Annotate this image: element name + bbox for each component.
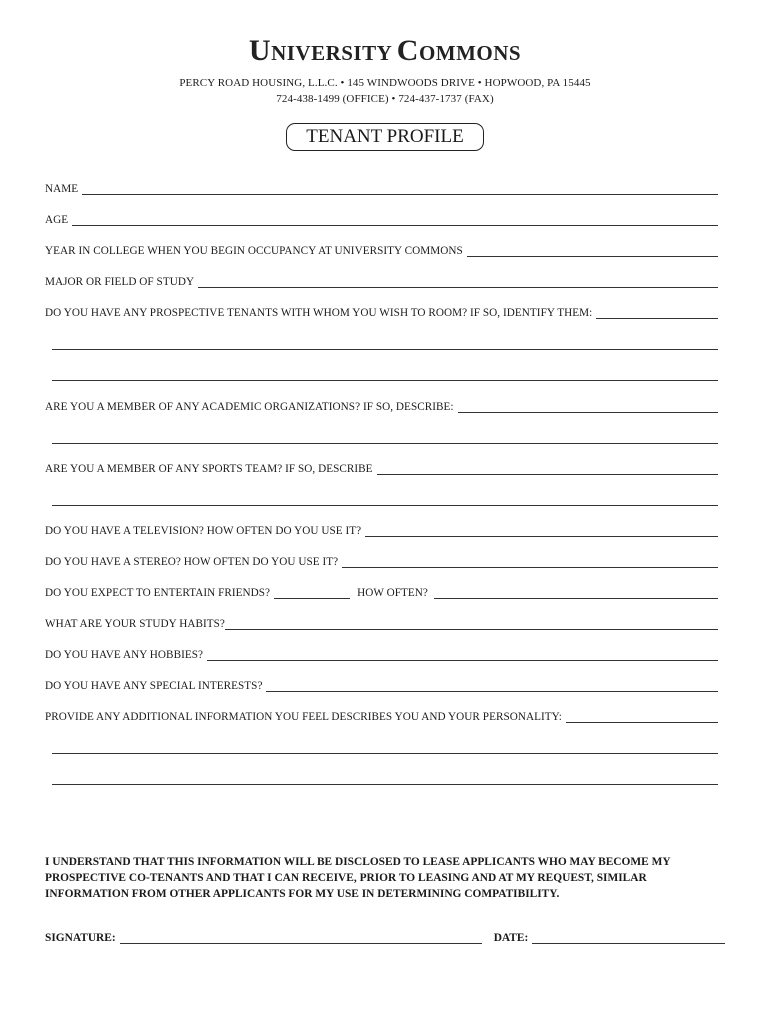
prospective-tenants-line-3[interactable] — [52, 380, 718, 381]
special-interests-label: DO YOU HAVE ANY SPECIAL INTERESTS? — [45, 680, 263, 692]
form-title-badge: TENANT PROFILE — [286, 123, 484, 151]
year-row — [45, 245, 718, 257]
additional-info-row — [45, 711, 718, 723]
major-row — [45, 276, 718, 288]
stereo-field[interactable] — [342, 558, 718, 568]
age-label: AGE — [45, 214, 69, 226]
study-habits-row — [45, 618, 718, 630]
document-title — [0, 34, 770, 68]
stereo-label: DO YOU HAVE A STEREO? HOW OFTEN DO YOU USE IT? — [45, 556, 339, 568]
major-field[interactable] — [198, 278, 718, 288]
special-interests-row — [45, 680, 718, 692]
hobbies-label: DO YOU HAVE ANY HOBBIES? — [45, 649, 204, 661]
entertain-row — [45, 587, 718, 599]
age-field[interactable] — [72, 216, 718, 226]
how-often-label: HOW OFTEN? — [357, 587, 428, 599]
academic-orgs-field[interactable] — [458, 403, 718, 413]
academic-orgs-row — [45, 401, 718, 413]
hobbies-field[interactable] — [207, 651, 718, 661]
name-field[interactable] — [82, 185, 718, 195]
year-label: YEAR IN COLLEGE WHEN YOU BEGIN OCCUPANCY AT UNIVERSITY COMMONS — [45, 245, 463, 257]
disclosure-notice: I UNDERSTAND THAT THIS INFORMATION WILL BE DISCLOSED TO LEASE APPLICANTS WHO MAY BECOME MY PROSPECTIVE CO-TENANTS AND THAT I CAN RECEIVE, PRIOR TO LEASING AND AT MY REQUEST, SIMILAR INFORMATION FROM OTHER APPLICANTS FOR MY USE IN DETERMINING COMPATIBILITY. — [45, 856, 671, 900]
phone-line: 724-438-1499 (OFFICE) • 724-437-1737 (FAX) — [276, 93, 494, 105]
prospective-tenants-line-2[interactable] — [52, 349, 718, 350]
major-label: MAJOR OR FIELD OF STUDY — [45, 276, 195, 288]
television-field[interactable] — [365, 527, 718, 537]
additional-info-line-3[interactable] — [52, 784, 718, 785]
name-row — [45, 183, 718, 195]
hobbies-row — [45, 649, 718, 661]
study-habits-field[interactable] — [225, 620, 718, 630]
prospective-tenants-row — [45, 307, 718, 319]
year-field[interactable] — [467, 247, 718, 257]
prospective-tenants-field[interactable] — [596, 309, 718, 319]
name-label: NAME — [45, 183, 79, 195]
title-word-university-rest: NIVERSITY — [271, 41, 393, 65]
additional-info-label: PROVIDE ANY ADDITIONAL INFORMATION YOU FEEL DESCRIBES YOU AND YOUR PERSONALITY: — [45, 711, 562, 723]
study-habits-label: WHAT ARE YOUR STUDY HABITS? — [45, 618, 225, 630]
television-label: DO YOU HAVE A TELEVISION? HOW OFTEN DO YOU USE IT? — [45, 525, 362, 537]
date-field[interactable] — [532, 934, 725, 944]
how-often-field[interactable] — [434, 589, 718, 599]
date-label: DATE: — [493, 932, 529, 944]
academic-orgs-line-2[interactable] — [52, 443, 718, 444]
special-interests-field[interactable] — [266, 682, 718, 692]
additional-info-line-2[interactable] — [52, 753, 718, 754]
address-line: PERCY ROAD HOUSING, L.L.C. • 145 WINDWOODS DRIVE • HOPWOOD, PA 15445 — [179, 77, 591, 89]
sports-team-field[interactable] — [377, 465, 718, 475]
title-initial-u: U — [248, 34, 272, 67]
age-row — [45, 214, 718, 226]
academic-orgs-label: ARE YOU A MEMBER OF ANY ACADEMIC ORGANIZATIONS? IF SO, DESCRIBE: — [45, 401, 454, 413]
entertain-field[interactable] — [274, 589, 350, 599]
signature-row — [45, 932, 725, 944]
stereo-row — [45, 556, 718, 568]
sports-team-line-2[interactable] — [52, 505, 718, 506]
signature-label: SIGNATURE: — [45, 932, 116, 944]
prospective-tenants-label: DO YOU HAVE ANY PROSPECTIVE TENANTS WITH WHOM YOU WISH TO ROOM? IF SO, IDENTIFY THEM: — [45, 307, 593, 319]
signature-field[interactable] — [120, 934, 482, 944]
entertain-label: DO YOU EXPECT TO ENTERTAIN FRIENDS? — [45, 587, 271, 599]
sports-team-row — [45, 463, 718, 475]
title-initial-c: C — [396, 34, 419, 67]
sports-team-label: ARE YOU A MEMBER OF ANY SPORTS TEAM? IF SO, DESCRIBE — [45, 463, 373, 475]
television-row — [45, 525, 718, 537]
additional-info-field[interactable] — [566, 713, 718, 723]
title-word-commons-rest: OMMONS — [418, 41, 522, 65]
